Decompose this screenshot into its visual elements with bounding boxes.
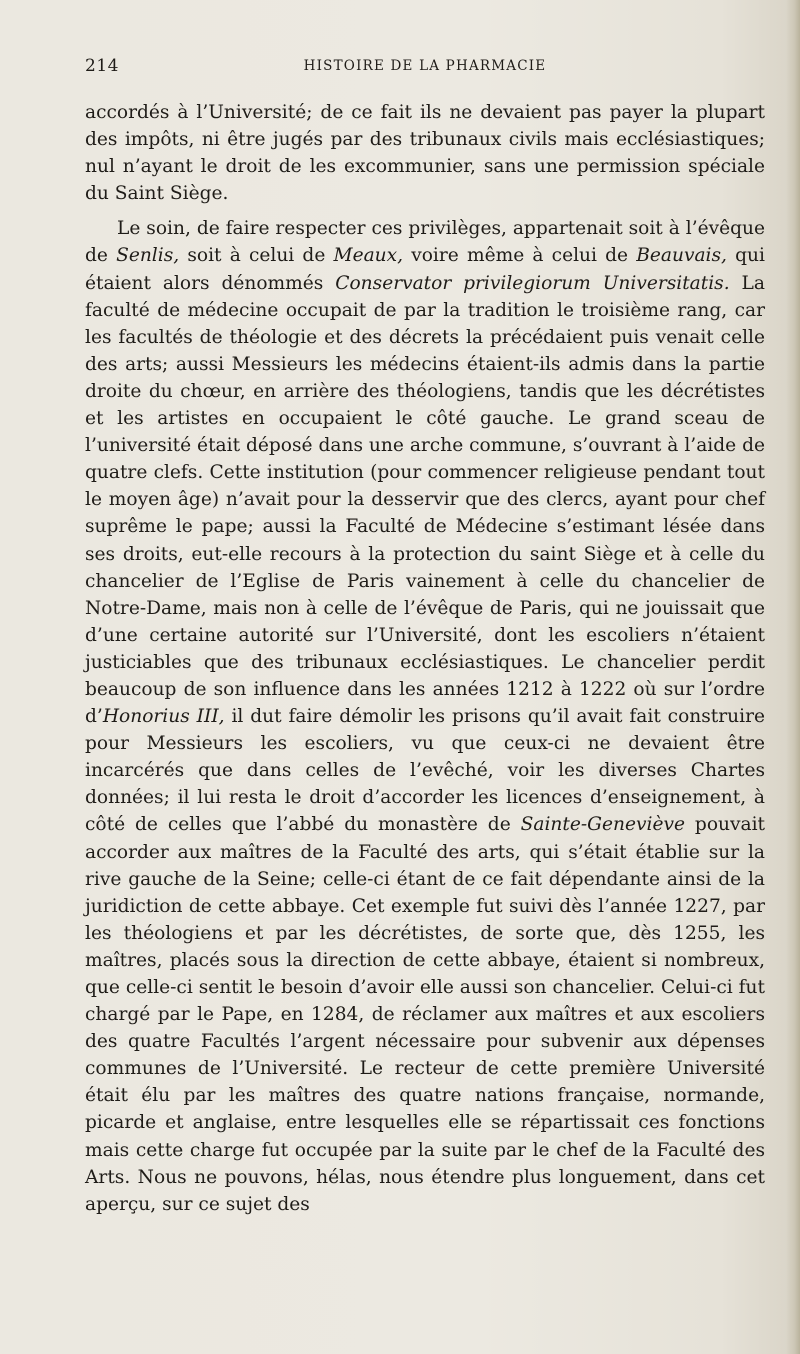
person-name-honorius: Honorius III, <box>102 706 225 728</box>
paragraph-1 <box>85 99 765 207</box>
body-text <box>85 99 765 1218</box>
page-number: 214 <box>85 56 119 76</box>
text-segment: soit à celui de <box>179 245 334 267</box>
page-edge-shadow <box>786 0 800 1354</box>
page-header <box>85 56 765 80</box>
text-segment: pouvait accorder aux maîtres de la Faculté des arts, qui s’était établie sur la rive gauche de la Seine; celle-ci étant de ce fait dépendante ainsi de la juridiction de cette abbaye. Cet exemple fut suivi dès l’année 1227, par les théologiens et par les décrétistes, de sorte que, dès 1255, les maîtres, placés sous la direction de cette abbaye, étaient si nombreux, que celle-ci sentit le besoin d’avoir elle aussi son chancelier. Celui-ci fut chargé par le Pape, en 1284, de réclamer aux maîtres et aux escoliers des quatre Facultés l’argent nécessaire pour subvenir aux dépenses communes de l’Université. Le recteur de cette première Université était élu par les maîtres des quatre nations française, normande, picarde et anglaise, entre lesquelles elle se répartissait ces fonctions mais cette charge fut occupée par la suite par le chef de la Faculté des Arts. Nous ne pouvons, hélas, nous étendre plus longuement, dans cet aperçu, sur ce sujet des <box>85 814 765 1215</box>
text-segment: La faculté de médecine occupait de par la tradition le troisième rang, car les facultés de théologie et des décrets la précédaient puis venait celle des arts; aussi Messieurs les médecins étaient-ils admis dans la partie droite du chœur, en arrière des théologiens, tandis que les décrétistes et les artistes en occupaient le côté gauche. Le grand sceau de l’université était déposé dans une arche commune, s’ouvrant à l’aide de quatre clefs. Cette institution (pour commencer religieuse pendant tout le moyen âge) n’avait pour la desservir que des clercs, ayant pour chef suprême le pape; aussi la Faculté de Médecine s’estimant lésée dans ses droits, eut-elle recours à la protection du saint Siège et à celle du chancelier de l’Eglise de Paris vainement à celle du chancelier de Notre-Dame, mais non à celle de l’évêque de Paris, qui ne jouissait que d’une certaine autorité sur l’Université, dont les escoliers n’étaient justiciables que des tribunaux ecclésiastiques. Le chancelier perdit beaucoup de son influence dans les années 1212 à 1222 où sur l’ordre d’ <box>85 272 765 728</box>
text-segment: Le soin, de faire respecter ces privilèges, appartenait soit à l’évêque de <box>85 218 765 267</box>
place-name-meaux: Meaux, <box>333 245 404 267</box>
place-name-sainte-genevieve: Sainte-Geneviève <box>520 814 685 836</box>
paragraph-2 <box>85 215 765 1217</box>
text-segment: accordés à l’Université; de ce fait ils ne devaient pas payer la plupart des impôts, ni être jugés par des tribunaux civils mais ecclésiastiques; nul n’ayant le droit de les excommunier, sans une permission spéciale du Saint Siège. <box>85 102 765 205</box>
text-segment: il dut faire démolir les prisons qu’il avait fait construire pour Messieurs les escoliers, vu que ceux-ci ne devaient être incarcérés que dans celles de l’evêché, voir les diverses Chartes données; il lui resta le droit d’accorder les licences d’enseignement, à côté de celles que l’abbé du monastère de <box>85 706 765 836</box>
text-segment: voire même à celui de <box>403 245 637 267</box>
place-name-beauvais: Beauvais, <box>636 245 727 267</box>
running-title: HISTOIRE DE LA PHARMACIE <box>303 58 547 74</box>
place-name-senlis: Senlis, <box>116 245 180 267</box>
latin-title: Conservator privilegiorum Universitatis. <box>335 272 730 294</box>
text-segment: qui étaient alors dénommés <box>85 245 765 294</box>
